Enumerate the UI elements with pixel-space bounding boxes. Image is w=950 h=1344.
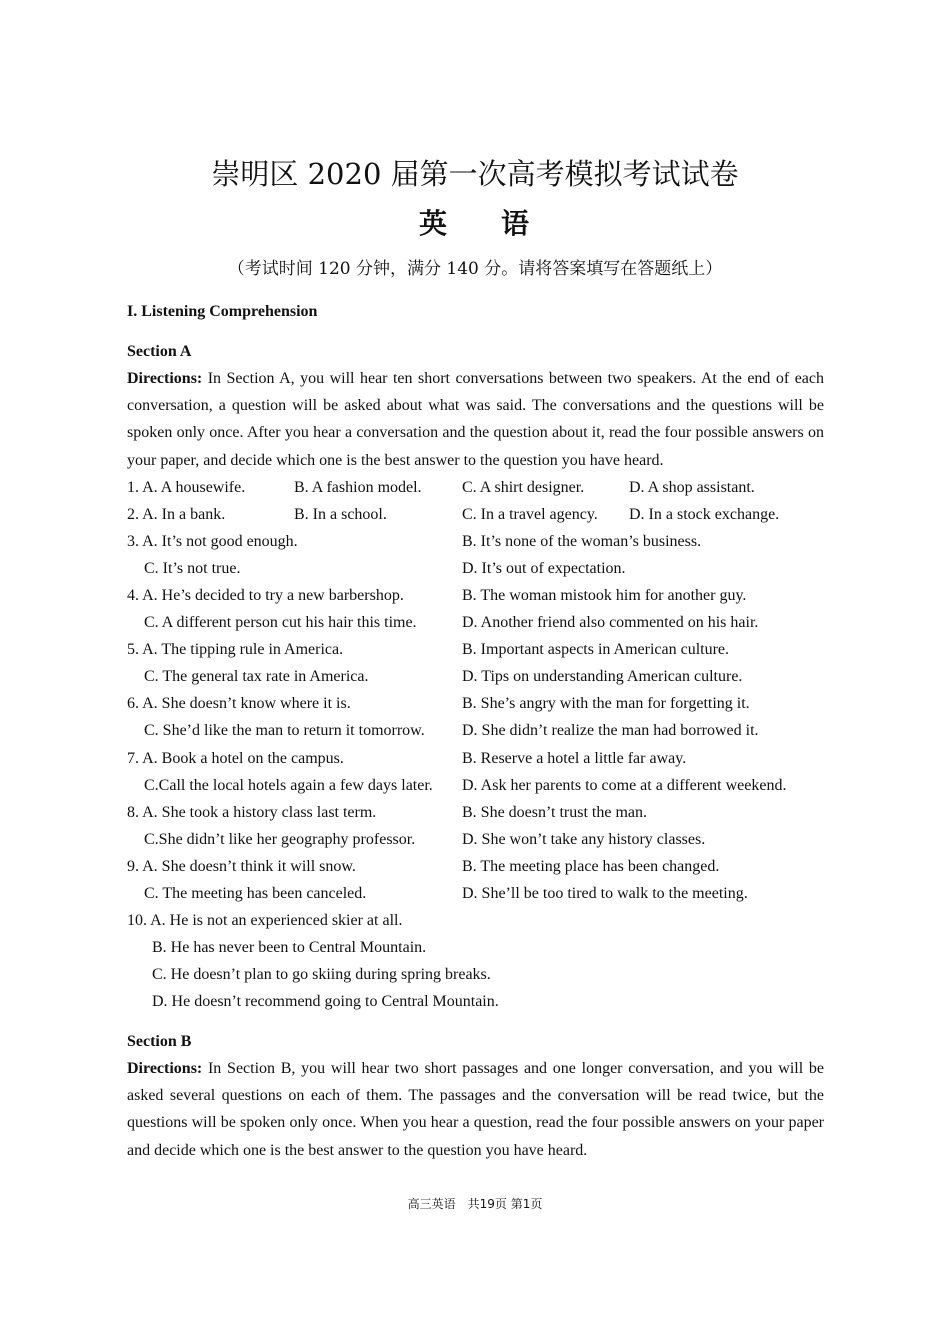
question-9-row-1 [127, 853, 847, 880]
question-3-row-1 [127, 528, 847, 555]
q7-option-a: 7. A. Book a hotel on the campus. [127, 750, 344, 767]
q9-option-c: C. The meeting has been canceled. [144, 885, 367, 902]
q8-option-d: D. She won’t take any history classes. [462, 831, 706, 848]
question-6-row-1 [127, 690, 847, 717]
question-4-row-2 [127, 609, 847, 636]
question-10-row-1 [127, 907, 847, 934]
q5-option-a: 5. A. The tipping rule in America. [127, 641, 344, 658]
q4-option-d: D. Another friend also commented on his hair. [462, 614, 759, 631]
section-a-directions [127, 365, 824, 474]
q2-option-d: D. In a stock exchange. [629, 506, 780, 523]
question-5-row-1 [127, 636, 847, 663]
q9-option-a: 9. A. She doesn’t think it will snow. [127, 858, 356, 875]
directions-text: In Section A, you will hear ten short conversations between two speakers. At the end of each conversation, a question will be asked about what was said. The conversations and the questions will be spoken only once. After you hear a conversation and the question about it, read the four possible answers on your paper, and decide which one is the best answer to the question you have heard. [127, 370, 824, 469]
q7-option-b: B. Reserve a hotel a little far away. [462, 750, 687, 767]
q5-option-c: C. The general tax rate in America. [144, 668, 369, 685]
question-10-row-2 [127, 934, 847, 961]
directions-text: In Section B, you will hear two short passages and one longer conversation, and you will be asked several questions on each of them. The passages and the conversation will be read twice, but the questions will be spoken only once. When you hear a question, read the four possible answers on your paper and decide which one is the best answer to the question you have heard. [127, 1060, 824, 1159]
section-a-heading: Section A [127, 343, 192, 360]
q10-option-b: B. He has never been to Central Mountain. [152, 939, 427, 956]
q2-option-b: B. In a school. [294, 506, 387, 523]
q10-option-a: 10. A. He is not an experienced skier at all. [127, 912, 403, 929]
q3-option-d: D. It’s out of expectation. [462, 560, 626, 577]
q3-option-c: C. It’s not true. [144, 560, 241, 577]
q2-option-a: 2. A. In a bank. [127, 506, 226, 523]
q4-option-b: B. The woman mistook him for another guy. [462, 587, 747, 604]
q4-option-c: C. A different person cut his hair this time. [144, 614, 417, 631]
q3-option-b: B. It’s none of the woman’s business. [462, 533, 702, 550]
question-10-row-4 [127, 988, 847, 1015]
q5-option-d: D. Tips on understanding American culture. [462, 668, 743, 685]
question-2 [127, 501, 847, 528]
q2-option-c: C. In a travel agency. [462, 506, 598, 523]
q6-option-a: 6. A. She doesn’t know where it is. [127, 695, 351, 712]
question-7-row-1 [127, 745, 847, 772]
exam-note: （考试时间 120 分钟，满分 140 分。请将答案填写在答题纸上） [227, 259, 723, 279]
q7-option-d: D. Ask her parents to come at a different weekend. [462, 777, 787, 794]
page-footer: 高三英语 共19页 第1页 [407, 1197, 543, 1211]
subject-char-2: 语 [501, 207, 532, 240]
section-b-directions [127, 1055, 824, 1164]
q4-option-a: 4. A. He’s decided to try a new barbershop. [127, 587, 404, 604]
part-heading-listening: I. Listening Comprehension [127, 303, 318, 320]
subject-char-1: 英 [418, 207, 449, 240]
q1-option-a: 1. A. A housewife. [127, 479, 246, 496]
q9-option-d: D. She’ll be too tired to walk to the meeting. [462, 885, 748, 902]
question-8-row-2 [127, 826, 847, 853]
q9-option-b: B. The meeting place has been changed. [462, 858, 720, 875]
q8-option-a: 8. A. She took a history class last term. [127, 804, 377, 821]
q8-option-b: B. She doesn’t trust the man. [462, 804, 648, 821]
question-4-row-1 [127, 582, 847, 609]
question-3-row-2 [127, 555, 847, 582]
exam-title: 崇明区 2020 届第一次高考模拟考试试卷 [211, 157, 739, 191]
section-b-heading: Section B [127, 1033, 192, 1050]
question-1 [127, 474, 847, 501]
question-9-row-2 [127, 880, 847, 907]
question-7-row-2 [127, 772, 847, 799]
question-10-row-3 [127, 961, 847, 988]
q1-option-c: C. A shirt designer. [462, 479, 585, 496]
directions-label: Directions: [127, 1060, 203, 1077]
question-6-row-2 [127, 717, 847, 744]
question-8-row-1 [127, 799, 847, 826]
directions-label: Directions: [127, 370, 203, 387]
q7-option-c: C.Call the local hotels again a few days later. [144, 777, 433, 794]
q1-option-d: D. A shop assistant. [629, 479, 755, 496]
question-5-row-2 [127, 663, 847, 690]
q10-option-c: C. He doesn’t plan to go skiing during spring breaks. [152, 966, 491, 983]
q6-option-c: C. She’d like the man to return it tomorrow. [144, 722, 425, 739]
subject-title [0, 202, 950, 246]
q6-option-b: B. She’s angry with the man for forgetting it. [462, 695, 750, 712]
q10-option-d: D. He doesn’t recommend going to Central Mountain. [152, 993, 499, 1010]
q8-option-c: C.She didn’t like her geography professor. [144, 831, 416, 848]
q5-option-b: B. Important aspects in American culture. [462, 641, 730, 658]
q6-option-d: D. She didn’t realize the man had borrowed it. [462, 722, 759, 739]
q1-option-b: B. A fashion model. [294, 479, 422, 496]
q3-option-a: 3. A. It’s not good enough. [127, 533, 298, 550]
